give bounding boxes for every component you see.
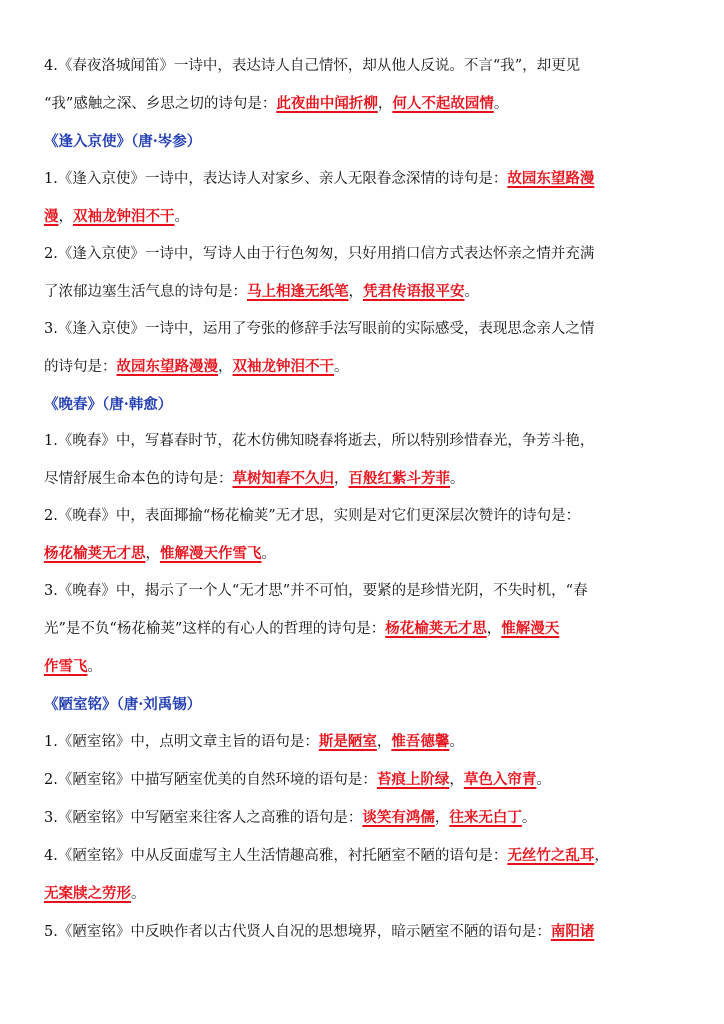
question-text: ，	[449, 772, 464, 788]
question-text: 。	[261, 546, 276, 562]
answer-text: 苔痕上阶绿	[376, 771, 450, 788]
answer-text: 百般红紫斗芳菲	[348, 470, 450, 487]
text-line	[44, 48, 680, 85]
answer-text: 此夜曲中闻折柳	[276, 95, 378, 112]
question-text: 2.《晚春》中，表面揶揄“杨花榆荚”无才思，实则是对它们更深层次赞许的诗句是：	[44, 508, 581, 524]
text-line	[44, 423, 680, 460]
question-text: 。	[174, 209, 189, 225]
text-line	[44, 160, 680, 198]
text-line	[44, 610, 680, 648]
question-text: 2.《陋室铭》中描写陋室优美的自然环境的语句是：	[44, 772, 377, 788]
text-line	[44, 85, 680, 123]
text-line	[44, 761, 680, 799]
text-line	[44, 875, 680, 913]
answer-text: 无案牍之劳形	[44, 885, 131, 902]
question-text: 尽情舒展生命本色的诗句是：	[44, 471, 233, 487]
question-text: ，	[594, 848, 609, 864]
question-text: 3.《晚春》中，揭示了一个人“无才思”并不可怕，要紧的是珍惜光阴，不失时机，“春	[44, 583, 588, 599]
question-text: 2.《逢入京使》一诗中，写诗人由于行色匆匆，只好用捎口信方式表达怀亲之情并充满	[44, 246, 595, 262]
answer-text: 杨花榆荚无才思	[385, 620, 487, 637]
question-text: ，	[334, 471, 349, 487]
section-heading: 《陋室铭》（唐·刘禹锡）	[44, 696, 202, 713]
question-text: ，	[486, 621, 502, 637]
answer-text: 马上相逢无纸笔	[247, 283, 349, 300]
question-text: 了浓郁边塞生活气息的诗句是：	[44, 284, 247, 300]
question-text: 。	[464, 284, 479, 300]
text-line	[44, 648, 680, 686]
text-line	[44, 723, 680, 761]
answer-text: 草树知春不久归	[232, 470, 334, 487]
question-text: ，	[348, 284, 363, 300]
answer-text: 何人不起故园情	[392, 95, 494, 112]
answer-text: 双袖龙钟泪不干	[73, 208, 175, 225]
answer-text: 故园东望路漫漫	[116, 358, 218, 375]
answer-text: 无丝竹之乱耳	[507, 847, 595, 864]
question-text: 1.《逢入京使》一诗中，表达诗人对家乡、亲人无限眷念深情的诗句是：	[44, 171, 508, 187]
text-line	[44, 311, 680, 348]
answer-text: 双袖龙钟泪不干	[232, 358, 334, 375]
text-line	[44, 573, 680, 610]
text-line	[44, 837, 680, 875]
question-text: 4.《陋室铭》中从反面虚写主人生活情趣高雅，衬托陋室不陋的语句是：	[44, 848, 508, 864]
text-line	[44, 198, 680, 236]
question-text: 。	[536, 772, 551, 788]
question-text: ，	[218, 359, 233, 375]
answer-text: 作雪飞	[44, 658, 88, 675]
text-line	[44, 498, 680, 535]
question-text: 4.《春夜洛城闻笛》一诗中，表达诗人自己情怀，却从他人反说。不言“我”，却更见	[44, 58, 581, 74]
question-text: 5.《陋室铭》中反映作者以古代贤人自况的思想境界，暗示陋室不陋的语句是：	[44, 924, 551, 940]
question-text: 。	[521, 810, 537, 826]
question-text: ，	[145, 546, 160, 562]
question-text: “我”感触之深、乡思之切的诗句是：	[44, 96, 277, 112]
question-text: 。	[450, 471, 465, 487]
question-text: 。	[131, 886, 146, 902]
answer-text: 故园东望路漫	[507, 170, 595, 187]
question-text: 。	[87, 659, 102, 675]
question-text: 1.《晚春》中，写暮春时节，花木仿佛知晓春将逝去，所以特别珍惜春光，争芳斗艳，	[44, 433, 595, 449]
question-text: ，	[58, 209, 73, 225]
section-heading: 《逢入京使》（唐·岑参）	[44, 133, 202, 150]
answer-text: 惟解漫天作雪飞	[160, 545, 262, 562]
answer-text: 惟解漫天	[501, 620, 560, 637]
text-line	[44, 799, 680, 837]
answer-text: 草色入帘青	[463, 771, 537, 788]
question-text: ，	[376, 734, 392, 750]
answer-text: 漫	[44, 208, 59, 225]
text-line	[44, 535, 680, 573]
question-text: 3.《逢入京使》一诗中，运用了夸张的修辞手法写眼前的实际感受，表现思念亲人之情	[44, 321, 595, 337]
answer-text: 惟吾德馨	[391, 733, 450, 750]
answer-text: 斯是陋室	[318, 733, 377, 750]
text-line	[44, 460, 680, 498]
question-text: 。	[334, 359, 349, 375]
question-text: ，	[434, 810, 450, 826]
answer-text: 往来无白丁	[449, 809, 522, 826]
answer-text: 杨花榆荚无才思	[44, 545, 146, 562]
question-text: 光”是不负“杨花榆荚”这样的有心人的哲理的诗句是：	[44, 621, 386, 637]
text-line	[44, 236, 680, 273]
question-text: ，	[377, 96, 393, 112]
section-heading: 《晚春》（唐·韩愈）	[44, 396, 173, 413]
question-text: 1.《陋室铭》中，点明文章主旨的语句是：	[44, 734, 319, 750]
text-line	[44, 273, 680, 311]
text-line	[44, 913, 680, 951]
question-text: 的诗句是：	[44, 359, 117, 375]
answer-text: 谈笑有鸿儒	[362, 809, 435, 826]
question-text: 。	[493, 96, 509, 112]
answer-text: 凭君传语报平安	[363, 283, 465, 300]
question-text: 。	[449, 734, 464, 750]
answer-text: 南阳诸	[550, 923, 595, 940]
text-line	[44, 348, 680, 386]
question-text: 3.《陋室铭》中写陋室来往客人之高雅的语句是：	[44, 810, 363, 826]
